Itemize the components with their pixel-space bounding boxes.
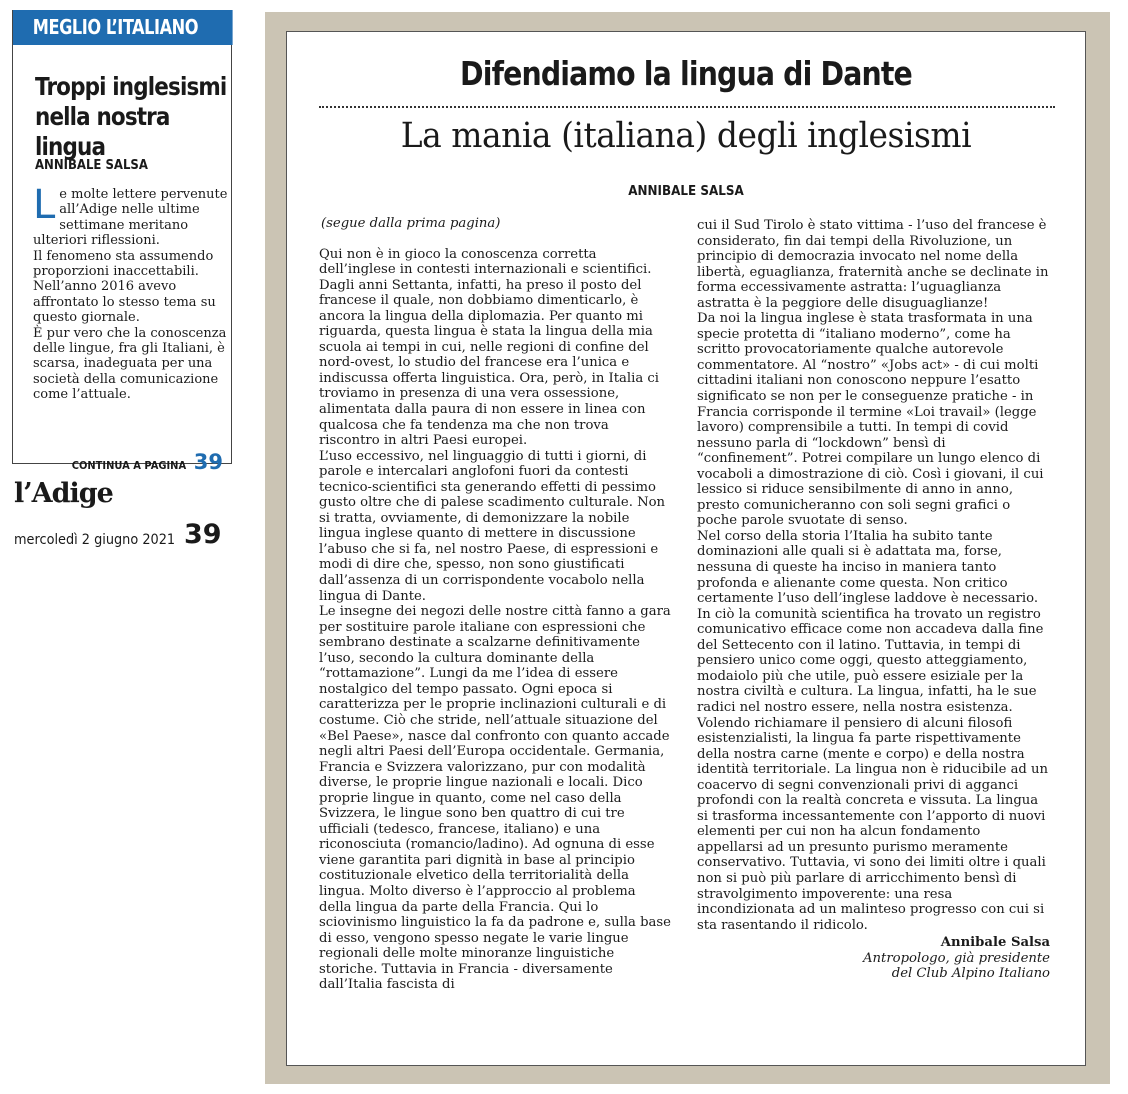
teaser-body [33, 182, 231, 403]
continue-page-number: 39 [193, 450, 223, 474]
article-kicker: Difendiamo la lingua di Dante [460, 54, 912, 93]
drop-cap: L [33, 182, 56, 228]
teaser-author: ANNIBALE SALSA [35, 158, 148, 173]
continue-link[interactable] [59, 450, 223, 474]
teaser-paragraph [33, 182, 231, 249]
article-column-2 [697, 218, 1050, 982]
paragraph: Nel corso della storia l’Italia ha subito tante dominazioni alle quali si è adattata ma, forse, nessuna di queste ha inciso in maniera tanto profonda e alienante come questa. Non critico certamente l’uso dell’inglese laddove è necessario. In ciò la comunità scientifica ha trovato un registro comunicativo efficace come non accadeva dalla fine del Settecento con il latino. Tuttavia, in tempi di pensiero unico come oggi, questo atteggiamento, modaiolo più che utile, può essere esiziale per la nostra civiltà e cultura. La lingua, infatti, ha le sue radici nel nostro essere, nella nostra esistenza. Volendo richiamare il pensiero di alcuni filosofi esistenzialisti, la lingua fa parte rispettivamente della nostra carne (mente e corpo) e della nostra identità territoriale. La lingua non è riducibile ad un coacervo di segni convenzionali privi di agganci profondi con la realtà concreta e vissuta. La lingua si trasforma incessantemente con l’apporto di nuovi elementi per cui non ha alcun fondamento appellarsi ad un presunto purismo meramente conservativo. Tuttavia, vi sono dei limiti oltre i quali non si può più parlare di arricchimento bensì di stravolgimento impoverente: una resa incondizionata ad un malinteso progresso con cui si sta rasentando il ridicolo. [697, 528, 1049, 933]
teaser-box [12, 10, 232, 474]
article-headline: La mania (italiana) degli inglesismi [400, 116, 972, 156]
newspaper-masthead: l’Adige [14, 478, 113, 509]
teaser-paragraph: Il fenomeno sta assumendo proporzioni inaccettabili. Nell’anno 2016 avevo affrontato lo stesso tema su questo giornale. [33, 248, 216, 326]
teaser-title[interactable]: Troppi inglesismi nella nostra lingua [35, 72, 227, 161]
paragraph: Le insegne dei negozi delle nostre città fanno a gara per sostituire parole italiane con espressioni che sembrano destinate a scalzarne definitivamente l’uso, secondo la cultura dominante della “rottamazione”. Lungi da me l’idea di essere nostalgico del tempo passato. Ogni epoca si caratterizza per le proprie inclinazioni culturali e di costume. Ciò che stride, nell’attuale situazione del «Bel Paese», nasce dal confronto con quanto accade negli altri Paesi dell’Europa occidentale. Germania, Francia e Svizzera valorizzano, pur con modalità diverse, le proprie lingue nazionali e locali. Dico proprie lingue in quanto, come nel caso della Svizzera, le lingue sono ben quattro di cui tre ufficiali (tedesco, francese, italiano) e una riconosciuta (romancio/ladino). Ad ognuna di esse viene garantita pari dignità in base al principio costituzionale elvetico della territorialità della lingua. Molto diverso è l’approccio al problema della lingua da parte della Francia. Qui lo sciovinismo linguistico la fa da padrone e, sulla base di esso, vengono spesso negate le varie lingue regionali delle molte minoranze linguistiche storiche. Tuttavia in Francia - diversamente dall’Italia fascista di [319, 604, 671, 993]
issue-date: mercoledì 2 giugno 2021 [14, 532, 176, 548]
article-byline: ANNIBALE SALSA [628, 184, 744, 199]
paragraph: Qui non è in gioco la conoscenza corretta dell’inglese in contesti internazionali e scientifici. Dagli anni Settanta, infatti, ha preso il posto del francese il quale, non dobbiamo dimenticarlo, è ancora la lingua della diplomazia. Per quanto mi riguarda, questa lingua è stata la lingua della mia scuola ai tempi in cui, nelle regioni di confine del nord-ovest, lo studio del francese era l’unica e indiscussa offerta linguistica. Ora, però, in Italia ci troviamo in presenza di una vera ossessione, alimentata dalla paura di non essere in linea con qualcosa che fa tendenza ma che non trova riscontro in altri Paesi europei. [319, 246, 659, 449]
author-signature: Annibale Salsa [940, 935, 1050, 951]
teaser-text: e molte lettere pervenute all’Adige nelle ultime settimane meritano ulteriori riflessioni. [33, 187, 228, 249]
article [286, 31, 1086, 1066]
page-number: 39 [184, 519, 222, 550]
segue-note: (segue dalla prima pagina) [321, 216, 501, 231]
paragraph: cui il Sud Tirolo è stato vittima - l’uso del francese è considerato, fin dai tempi della Rivoluzione, un principio di democrazia invocato nel nome della libertà, eguaglianza, fraternità anche se declinate in forma eccessivamente astratta: l’uguaglianza astratta è la peggiore delle disuguaglianze! [697, 218, 1049, 311]
dotted-divider [319, 106, 1055, 108]
teaser-paragraph: È pur vero che la conoscenza delle lingue, fra gli Italiani, è scarsa, inadeguata per una società della comunicazione come l’attuale. [33, 325, 227, 403]
paragraph: Da noi la lingua inglese è stata trasformata in una specie protetta di “italiano moderno”, come ha scritto provocatoriamente qualche autorevole commentatore. Al “nostro” «Jobs act» - di cui molti cittadini italiani non conoscono neppure l’esatto significato se non per le conseguenze pratiche - in Francia corrisponde il termine «Loi travail» (legge lavoro) comprensibile a tutti. In tempi di covid nessuno parla di “lockdown” bensì di “confinement”. Potrei compilare un lungo elenco di vocaboli a dimostrazione di ciò. Così i giovani, il cui lessico si riduce sensibilmente di anno in anno, presto comunicheranno con soli segni grafici o poche parole svuotate di senso. [697, 311, 1044, 529]
section-tag: MEGLIO L’ITALIANO [13, 10, 233, 45]
author-role: Antropologo, già presidente [863, 950, 1050, 966]
continue-label: CONTINUA A PAGINA [71, 459, 186, 472]
author-role: del Club Alpino Italiano [891, 966, 1050, 982]
paragraph: L’uso eccessivo, nel linguaggio di tutti i giorni, di parole e intercalari anglofoni fuori da contesti tecnico-scientifici sta generando effetti di pessimo gusto oltre che di palese scadimento culturale. Non si tratta, ovviamente, di demonizzare la nobile lingua inglese quanto di mettere in discussione l’abuso che si fa, nel nostro Paese, di espressioni e modi di dire che, spesso, non sono giustificati dall’assenza di un corrispondente vocabolo nella lingua di Dante. [319, 448, 666, 604]
article-column-1 [319, 216, 671, 993]
